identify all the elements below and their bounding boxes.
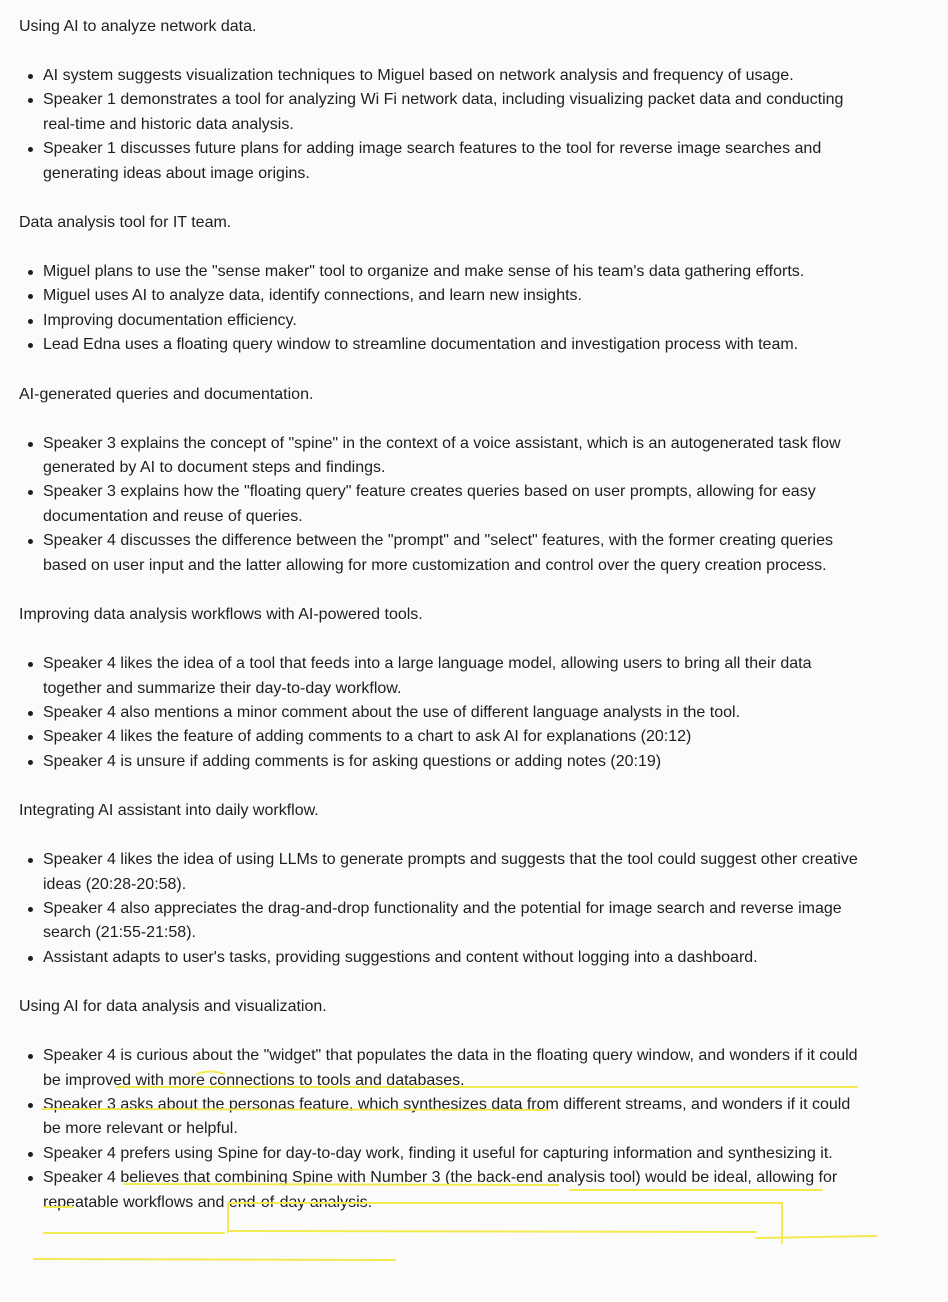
bullet-item: Speaker 3 explains the concept of "spine" in the context of a voice assistant, which is an autogenerated task flow generated by AI to document steps and findings. xyxy=(43,432,869,481)
section-visualization xyxy=(19,995,869,1215)
bullet-list xyxy=(19,260,869,358)
bullet-item: Assistant adapts to user's tasks, providing suggestions and content without logging into a dashboard. xyxy=(43,946,869,970)
bullet-item: Speaker 4 believes that combining Spine with Number 3 (the back-end analysis tool) would be ideal, allowing for repeatable workflows and end-of-day analysis. xyxy=(43,1166,869,1215)
bullet-item: Miguel plans to use the "sense maker" tool to organize and make sense of his team's data gathering efforts. xyxy=(43,260,869,284)
bullet-item: Speaker 1 discusses future plans for adding image search features to the tool for reverse image searches and generating ideas about image origins. xyxy=(43,137,869,186)
highlight-underline xyxy=(756,1236,876,1238)
bullet-item: AI system suggests visualization techniques to Miguel based on network analysis and frequency of usage. xyxy=(43,64,869,88)
bullet-item: Lead Edna uses a floating query window to streamline documentation and investigation process with team. xyxy=(43,333,869,357)
section-title: AI-generated queries and documentation. xyxy=(19,385,314,403)
section-title: Using AI to analyze network data. xyxy=(19,18,257,35)
bullet-item: Speaker 1 demonstrates a tool for analyzing Wi Fi network data, including visualizing packet data and conducting real-time and historic data analysis. xyxy=(43,88,869,137)
summary-document xyxy=(19,15,869,1215)
highlight-underline xyxy=(228,1231,756,1232)
bullet-list xyxy=(19,432,869,578)
section-title: Data analysis tool for IT team. xyxy=(19,214,232,232)
bullet-item: Speaker 4 likes the idea of a tool that feeds into a large language model, allowing users to bring all their data together and summarize their day-to-day workflow. xyxy=(43,652,869,701)
bullet-item: Speaker 4 likes the idea of using LLMs to generate prompts and suggests that the tool could suggest other creative ideas (20:28-20:58). xyxy=(43,848,869,897)
section-title: Integrating AI assistant into daily workflow. xyxy=(19,802,319,820)
bullet-list xyxy=(19,1044,869,1215)
section-title: Improving data analysis workflows with AI-powered tools. xyxy=(19,606,423,624)
highlight-underline xyxy=(34,1259,395,1260)
bullet-list xyxy=(19,64,869,186)
bullet-item: Speaker 4 is unsure if adding comments is for asking questions or adding notes (20:19) xyxy=(43,750,869,774)
bullet-item: Miguel uses AI to analyze data, identify connections, and learn new insights. xyxy=(43,284,869,308)
bullet-item: Speaker 3 asks about the personas feature, which synthesizes data from different streams, and wonders if it could be more relevant or helpful. xyxy=(43,1093,869,1142)
section-workflows xyxy=(19,603,869,774)
section-ai-queries xyxy=(19,383,869,578)
bullet-item: Improving documentation efficiency. xyxy=(43,309,869,333)
bullet-item: Speaker 4 prefers using Spine for day-to-day work, finding it useful for capturing information and synthesizing it. xyxy=(43,1142,869,1166)
bullet-item: Speaker 4 also appreciates the drag-and-drop functionality and the potential for image search and reverse image search (21:55-21:58). xyxy=(43,897,869,946)
bullet-item: Speaker 3 explains how the "floating query" feature creates queries based on user prompts, allowing for easy documentation and reuse of queries. xyxy=(43,480,869,529)
bullet-item: Speaker 4 likes the feature of adding comments to a chart to ask AI for explanations (20:12) xyxy=(43,725,869,749)
section-title: Using AI for data analysis and visualization. xyxy=(19,998,327,1016)
bullet-item: Speaker 4 is curious about the "widget" that populates the data in the floating query window, and wonders if it could be improved with more connections to tools and databases. xyxy=(43,1044,869,1093)
bullet-item: Speaker 4 discusses the difference between the "prompt" and "select" features, with the former creating queries based on user input and the latter allowing for more customization and control over the query creation process. xyxy=(43,529,869,578)
section-it-tool xyxy=(19,211,869,358)
bullet-item: Speaker 4 also mentions a minor comment about the use of different language analysts in the tool. xyxy=(43,701,869,725)
section-network-data xyxy=(19,15,869,186)
bullet-list xyxy=(19,848,869,970)
section-ai-assistant xyxy=(19,799,869,970)
bullet-list xyxy=(19,652,869,774)
